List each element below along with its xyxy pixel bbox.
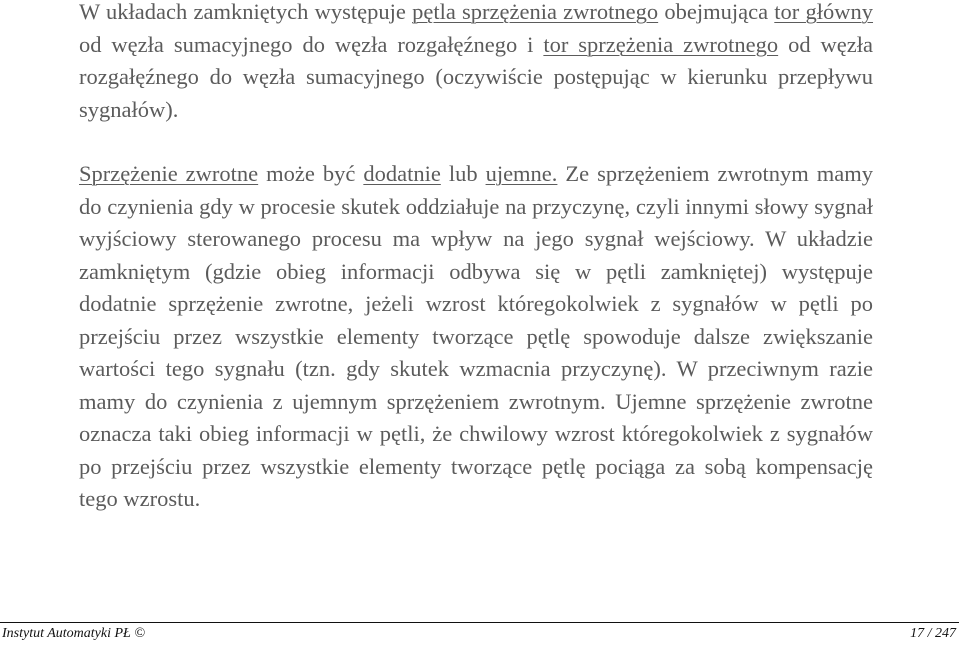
link-main-path[interactable]: tor główny [774,0,874,24]
text-span: może być [258,161,364,186]
link-feedback-path[interactable]: tor sprzężenia zwrotnego [543,31,779,57]
footer-institute: Instytut Automatyki PŁ © [2,626,145,641]
link-negative[interactable]: ujemne. [485,161,558,186]
text-span: Ze sprzężeniem zwrotnym mamy do czynienia gdy w procesie skutek oddziałuje na przyczynę, czyli innymi słowy sygnał wyjściowy sterowanego procesu ma wpływ na jego sygnał wejściowy. W układzie zamkniętym (gdzie obieg informacji odbywa się w pętli zamkniętej) występuje dodatnie sprzężenie zwrotne, jeżeli wzrost któregokolwiek z sygnałów w pętli po przejściu przez wszystkie elementy tworzące pętlę spowoduje dalsze zwiększanie wartości tego sygnału (tzn. gdy skutek wzmacnia przyczynę). W przeciwnym razie mamy do czynienia z ujemnym sprzężeniem zwrotnym. Ujemne sprzężenie zwrotne oznacza taki obieg informacji w pętli, że chwilowy wzrost któregokolwiek z sygnałów po przejściu przez wszystkie elementy tworzące pętlę pociąga za sobą kompensację tego wzrostu. [79,161,874,511]
text-span: od węzła rozgałęźnego do węzła sumacyjnego (oczywiście postępując w kierunku przepływu sygnałów). [79,31,873,122]
paragraph-closed-loop [79,0,873,126]
text-span: od węzła sumacyjnego do węzła rozgałęźnego i [79,31,544,57]
text-span: lub [440,161,486,186]
text-span: W układach zamkniętych występuje [79,0,413,24]
footer-page-number: 17 / 247 [910,626,956,641]
link-feedback-loop[interactable]: pętla sprzężenia zwrotnego [412,0,659,24]
link-feedback[interactable]: Sprzężenie zwrotne [79,161,259,186]
text-span: obejmująca [658,0,775,24]
link-positive[interactable]: dodatnie [363,161,441,186]
paragraph-feedback-types [79,158,873,516]
footer-divider [0,622,959,623]
